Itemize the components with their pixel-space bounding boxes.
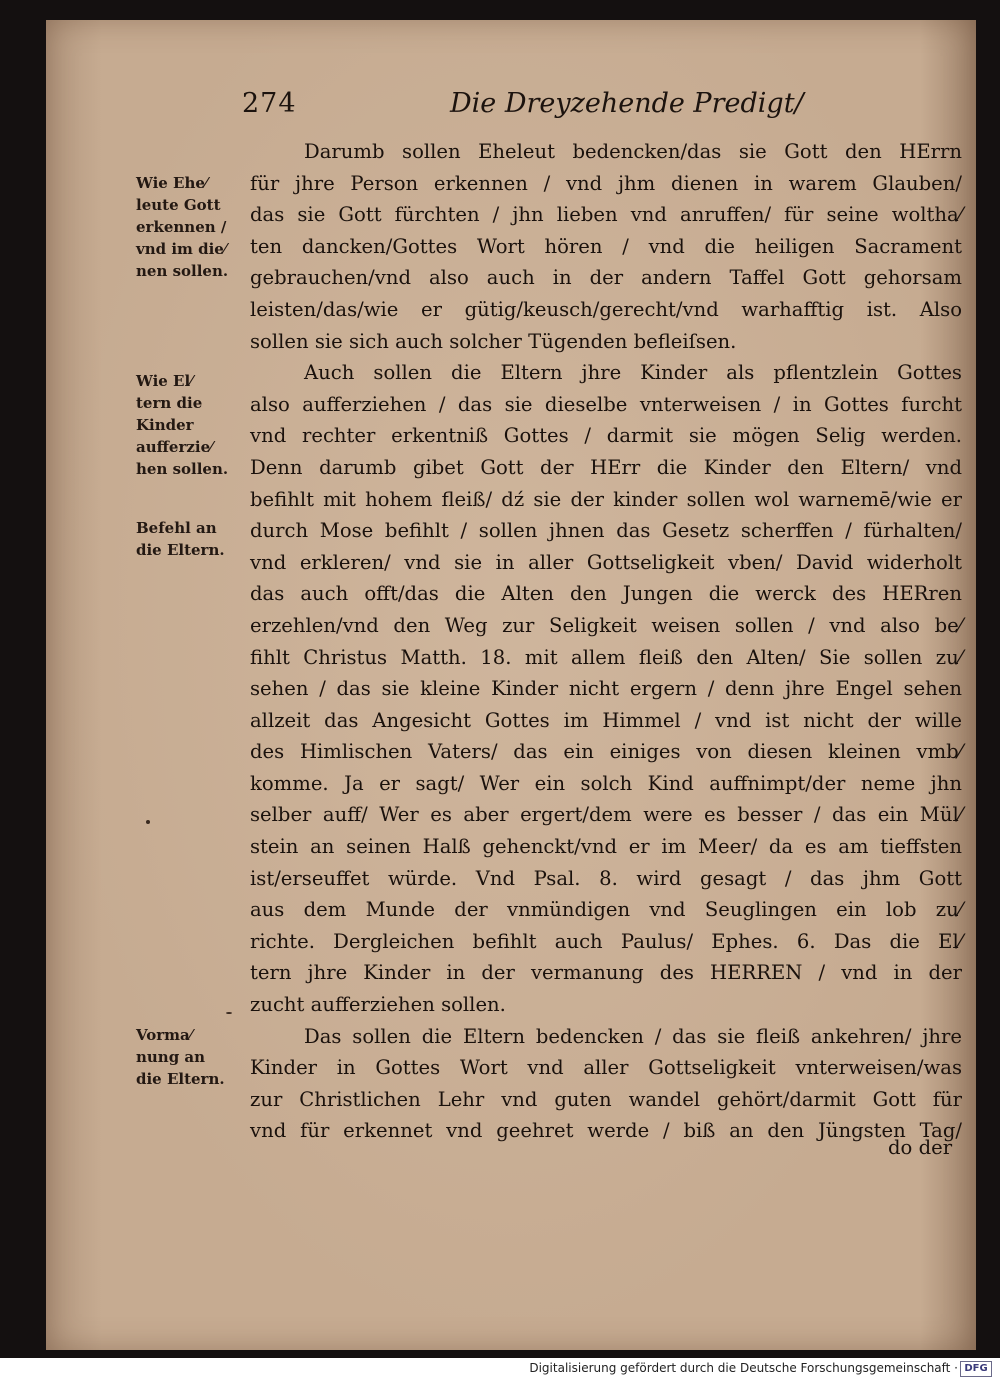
text-line: selber auff/ Wer es aber ergert/dem were es besser / das ein Mül⁄ — [250, 803, 962, 827]
book-page — [46, 20, 976, 1350]
text-line: durch Mose befihlt / sollen jhnen das Gesetz scherffen / fürhalten/ — [250, 519, 962, 543]
text-line: befihlt mit hohem fleiß/ dź sie der kinder sollen wol warnemē/wie er — [250, 487, 962, 511]
text-line: komme. Ja er sagt/ Wer ein solch Kind auffnimpt/der neme jhn — [250, 771, 962, 795]
text-line: ten dancken/Gottes Wort hören / vnd die heiligen Sacrament — [250, 234, 962, 258]
funding-credit: Digitalisierung gefördert durch die Deutsche Forschungsgemeinschaft · — [529, 1361, 958, 1375]
text-line: leisten/das/wie er gütig/keusch/gerecht/vnd warhafftig ist. Also — [250, 297, 962, 321]
text-line: erzehlen/vnd den Weg zur Seligkeit weisen sollen / vnd also be⁄ — [250, 613, 962, 637]
footer-bar — [0, 1358, 1000, 1380]
text-line: zucht aufferziehen sollen. — [250, 993, 506, 1017]
margin-note-2: Wie El⁄ tern die Kinder aufferzie⁄ hen sollen. — [136, 372, 229, 478]
running-title: Die Dreyzehende Predigt/ — [450, 88, 804, 119]
text-line: also aufferziehen / das sie dieselbe vnterweisen / in Gottes furcht — [250, 392, 962, 416]
text-line: Darumb sollen Eheleut bedencken/das sie Gott den HErrn — [304, 140, 962, 163]
text-line: tern jhre Kinder in der vermanung des HERREN / vnd in der — [250, 961, 962, 985]
text-line: vnd rechter erkentniß Gottes / darmit sie mögen Selig werden. — [250, 424, 962, 448]
margin-note-1: Wie Ehe⁄ leute Gott erkennen / vnd im die⁄ nen sollen. — [136, 174, 229, 280]
body-text — [250, 136, 962, 1147]
text-line: Auch sollen die Eltern jhre Kinder als pflentzlein Gottes — [304, 361, 962, 385]
ink-speck — [226, 1012, 232, 1014]
text-line: richte. Dergleichen befihlt auch Paulus/ Ephes. 6. Das die El⁄ — [250, 929, 962, 953]
ink-speck — [146, 820, 150, 824]
page-number: 274 — [242, 88, 297, 119]
text-line: des Himlischen Vaters/ das ein einiges von diesen kleinen vmb⁄ — [250, 740, 962, 764]
margin-note-3: Befehl an die Eltern. — [136, 519, 225, 559]
dfg-logo: DFG — [960, 1361, 992, 1377]
text-line: allzeit das Angesicht Gottes im Himmel / vnd ist nicht der wille — [250, 708, 962, 732]
text-line: ist/erseuffet würde. Vnd Psal. 8. wird gesagt / das jhm Gott — [250, 866, 962, 890]
text-line: gebrauchen/vnd also auch in der andern Taffel Gott gehorsam — [250, 266, 962, 290]
text-line: aus dem Munde der vnmündigen vnd Seuglingen ein lob zu⁄ — [250, 898, 962, 922]
text-line: stein an seinen Halß gehenckt/vnd er im Meer/ da es am tieffsten — [250, 835, 962, 859]
text-line: vnd für erkennet vnd geehret werde / biß an den Jüngsten Tag/ — [250, 1119, 962, 1143]
text-line: sehen / das sie kleine Kinder nicht ergern / denn jhre Engel sehen — [250, 677, 962, 701]
text-line: das sie Gott fürchten / jhn lieben vnd anruffen/ für seine woltha⁄ — [250, 203, 962, 227]
text-line: vnd erkleren/ vnd sie in aller Gottseligkeit vben/ David widerholt — [250, 550, 962, 574]
catchword: do der — [888, 1136, 953, 1159]
text-line: für jhre Person erkennen / vnd jhm dienen in warem Glauben/ — [250, 171, 962, 195]
text-line: fihlt Christus Matth. 18. mit allem fleiß den Alten/ Sie sollen zu⁄ — [250, 645, 962, 669]
text-line: zur Christlichen Lehr vnd guten wandel gehört/darmit Gott für — [250, 1087, 962, 1111]
text-line: das auch offt/das die Alten den Jungen die werck des HERren — [250, 582, 962, 606]
text-line: Das sollen die Eltern bedencken / das sie fleiß ankehren/ jhre — [304, 1024, 962, 1048]
margin-note-4: Vorma⁄ nung an die Eltern. — [136, 1026, 225, 1088]
text-line: Kinder in Gottes Wort vnd aller Gottseligkeit vnterweisen/was — [250, 1056, 962, 1080]
text-line: sollen sie sich auch solcher Tügenden befleiſsen. — [250, 329, 737, 353]
page-header — [46, 88, 976, 128]
text-line: Denn darumb gibet Gott der HErr die Kinder den Eltern/ vnd — [250, 455, 962, 479]
